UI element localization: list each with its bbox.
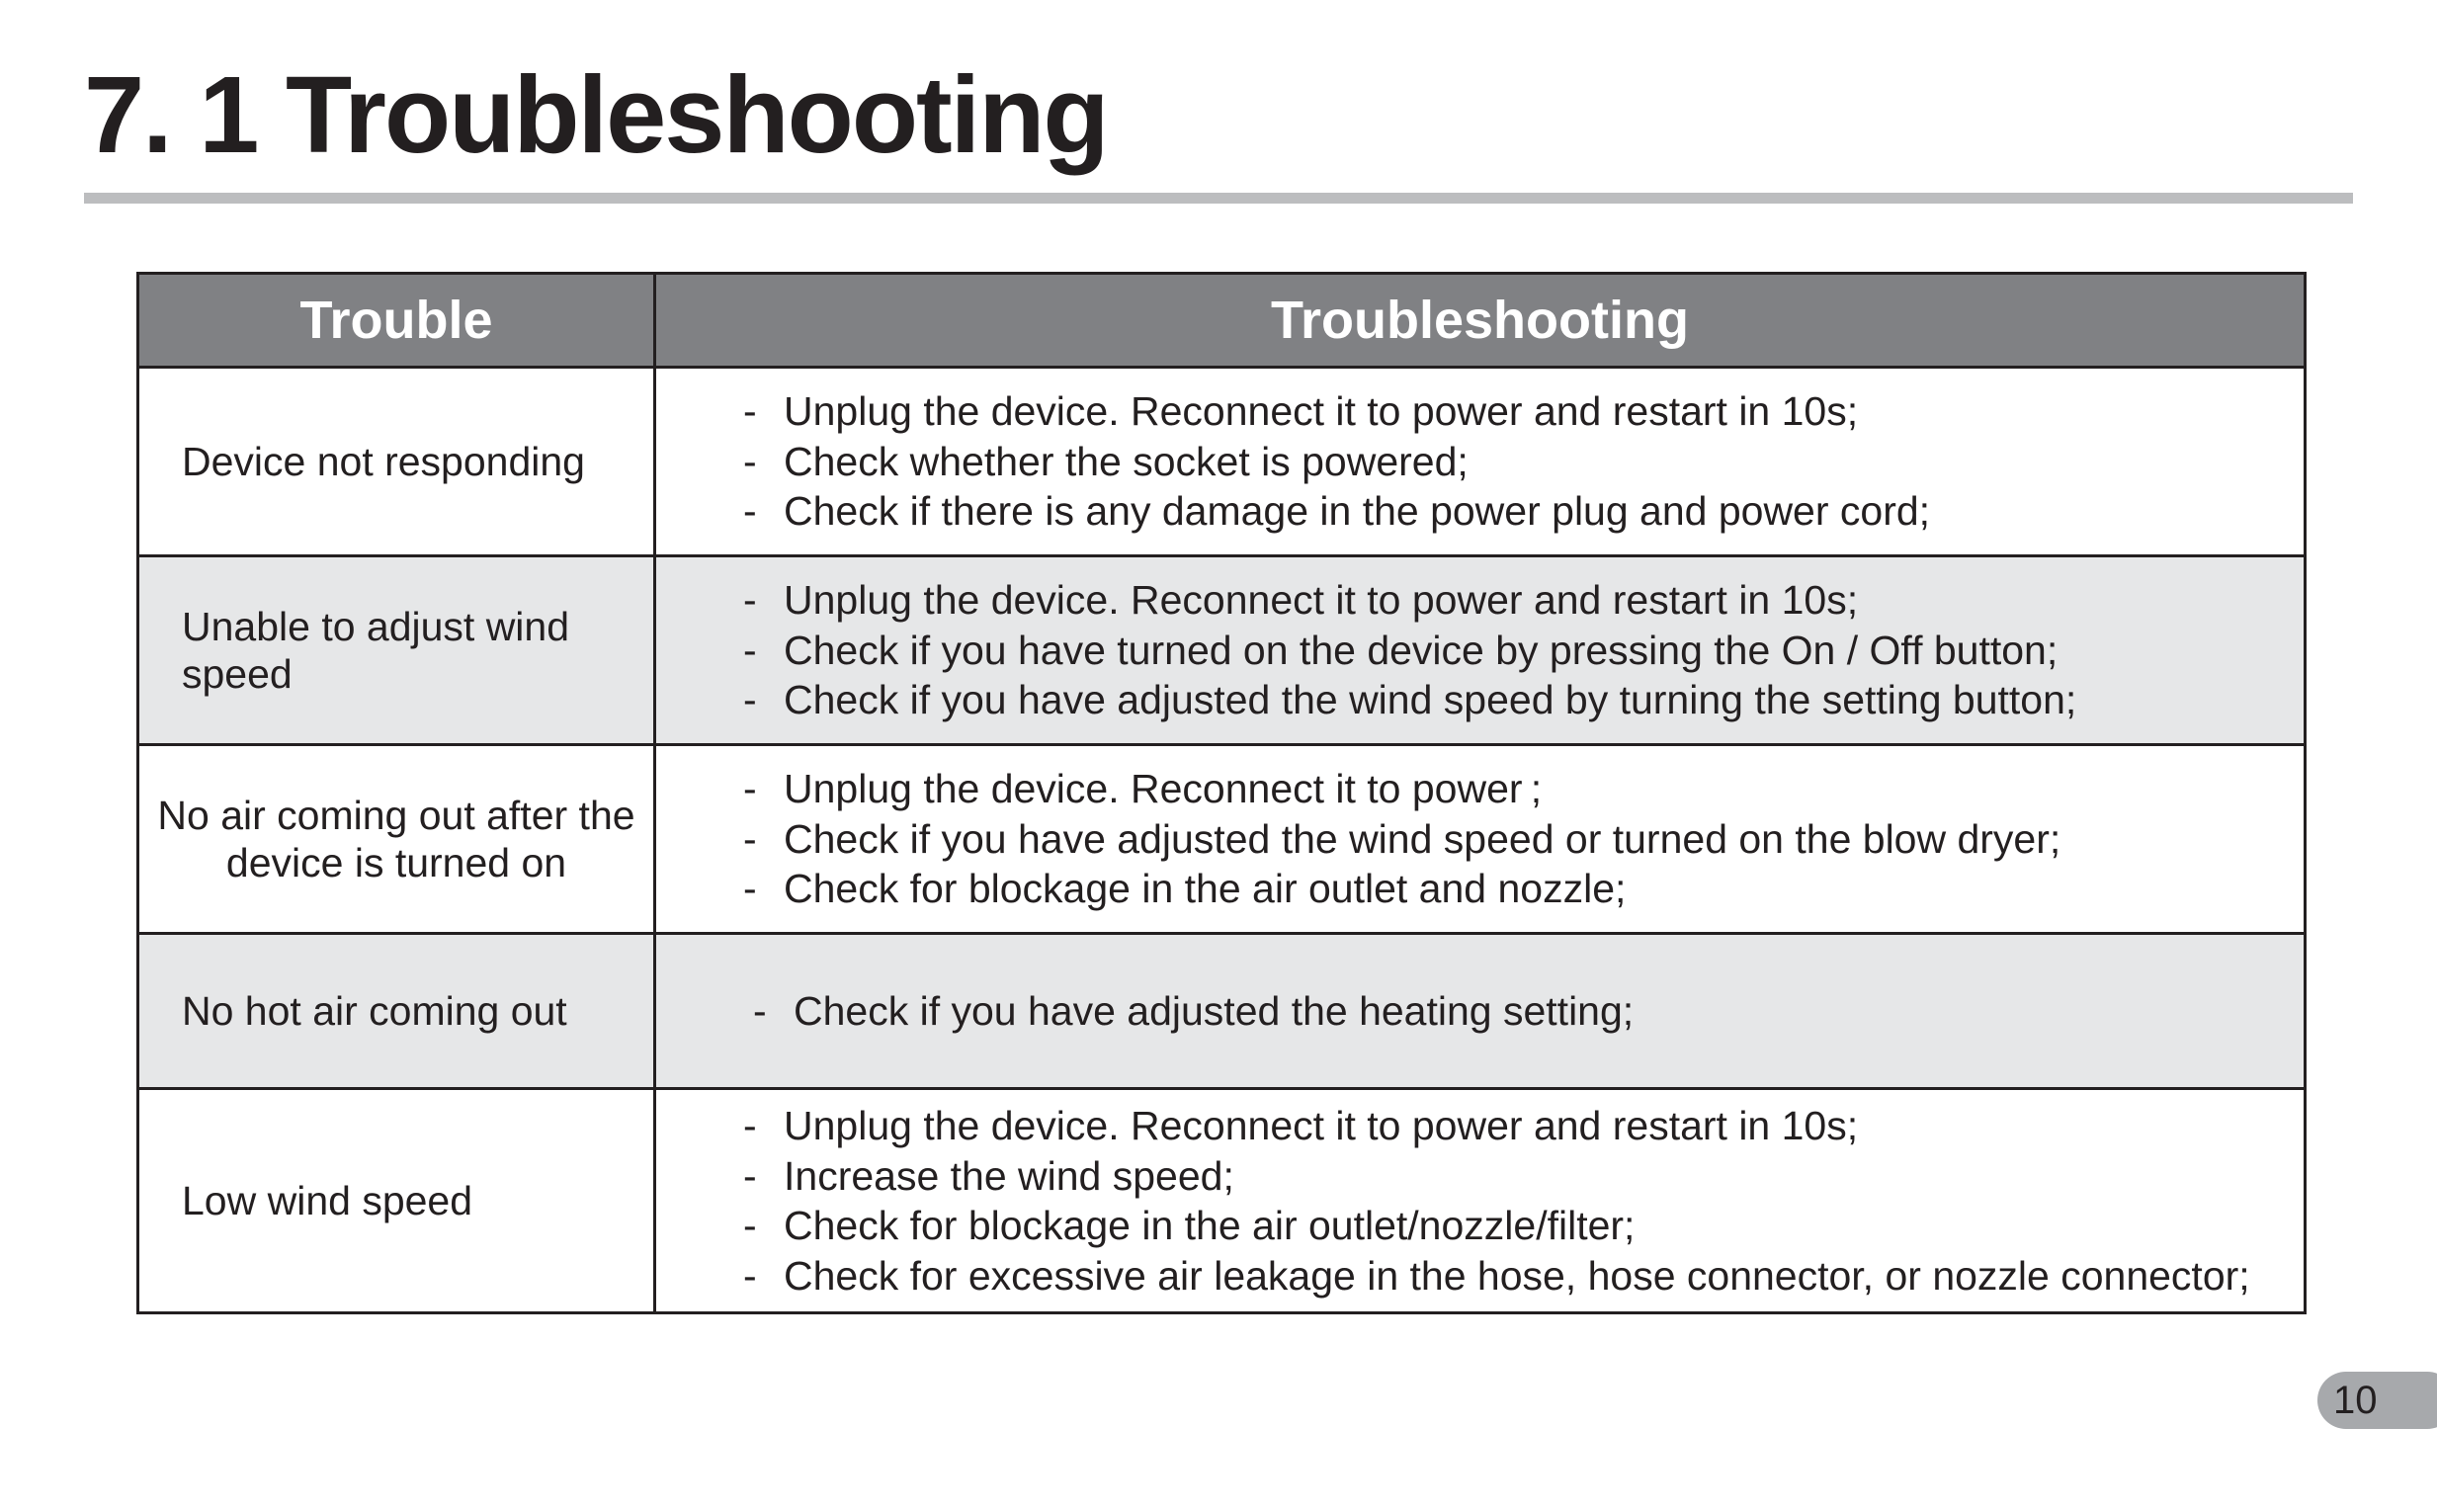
trouble-cell: Low wind speed: [138, 1089, 655, 1313]
bullet-dash: -: [743, 1152, 757, 1199]
troubleshooting-list: [743, 575, 2300, 725]
bullet-dash: -: [743, 488, 757, 535]
bullet-dash: -: [743, 1103, 757, 1148]
page-number-badge: 10: [2317, 1372, 2437, 1429]
column-header-troubleshooting: Troubleshooting: [655, 274, 2306, 368]
troubleshooting-step: - Unplug the device. Reconnect it to power and restart in 10s;: [743, 386, 2300, 437]
title-divider: [84, 193, 2353, 204]
troubleshooting-step: - Check whether the socket is powered;: [743, 437, 2300, 487]
troubleshooting-step: - Check if you have adjusted the wind speed or turned on the blow dryer;: [743, 814, 2300, 865]
troubleshooting-step: - Check if you have adjusted the wind speed by turning the setting button;: [743, 675, 2300, 725]
table-header-row: [138, 274, 2306, 368]
troubleshooting-step: - Check if there is any damage in the power plug and power cord;: [743, 486, 2300, 537]
troubleshooting-cell: [655, 745, 2306, 934]
bullet-dash: -: [743, 866, 757, 912]
troubleshooting-list: [743, 986, 2300, 1037]
troubleshooting-step: - Increase the wind speed;: [743, 1151, 2300, 1202]
bullet-dash: -: [743, 1252, 757, 1299]
troubleshooting-cell: [655, 556, 2306, 745]
troubleshooting-step: - Unplug the device. Reconnect it to power and restart in 10s;: [743, 1101, 2300, 1151]
troubleshooting-step: - Check for blockage in the air outlet and nozzle;: [743, 864, 2300, 914]
column-header-trouble: Trouble: [138, 274, 655, 368]
bullet-dash: -: [743, 766, 757, 812]
page-title: 7. 1 Troubleshooting: [84, 54, 1108, 176]
trouble-cell: No air coming out after the device is turned on: [138, 745, 655, 934]
bullet-dash: -: [743, 388, 757, 435]
troubleshooting-step: - Check if you have turned on the device by pressing the On / Off button;: [743, 626, 2300, 676]
table-row: [138, 368, 2306, 556]
bullet-dash: -: [743, 677, 757, 723]
bullet-dash: -: [743, 438, 757, 484]
table-row: [138, 1089, 2306, 1313]
table-row: [138, 934, 2306, 1089]
trouble-cell: Unable to adjust wind speed: [138, 556, 655, 745]
troubleshooting-table: [136, 272, 2307, 1314]
troubleshooting-list: [743, 1101, 2300, 1301]
troubleshooting-list: [743, 386, 2300, 537]
troubleshooting-step: - Check for blockage in the air outlet/nozzle/filter;: [743, 1201, 2300, 1251]
troubleshooting-step: - Unplug the device. Reconnect it to power and restart in 10s;: [743, 575, 2300, 626]
table-row: [138, 556, 2306, 745]
bullet-dash: -: [743, 627, 757, 673]
trouble-cell: No hot air coming out: [138, 934, 655, 1089]
troubleshooting-cell: [655, 1089, 2306, 1313]
troubleshooting-cell: [655, 368, 2306, 556]
troubleshooting-step: - Check if you have adjusted the heating setting;: [753, 986, 2300, 1037]
troubleshooting-step: - Check for excessive air leakage in the hose, hose connector, or nozzle connector;: [743, 1251, 2300, 1302]
troubleshooting-list: [743, 764, 2300, 914]
bullet-dash: -: [743, 815, 757, 862]
trouble-cell: Device not responding: [138, 368, 655, 556]
table-row: [138, 745, 2306, 934]
troubleshooting-step: - Unplug the device. Reconnect it to power ;: [743, 764, 2300, 814]
bullet-dash: -: [743, 577, 757, 624]
troubleshooting-cell: [655, 934, 2306, 1089]
bullet-dash: -: [743, 1203, 757, 1248]
bullet-dash: -: [753, 987, 767, 1034]
